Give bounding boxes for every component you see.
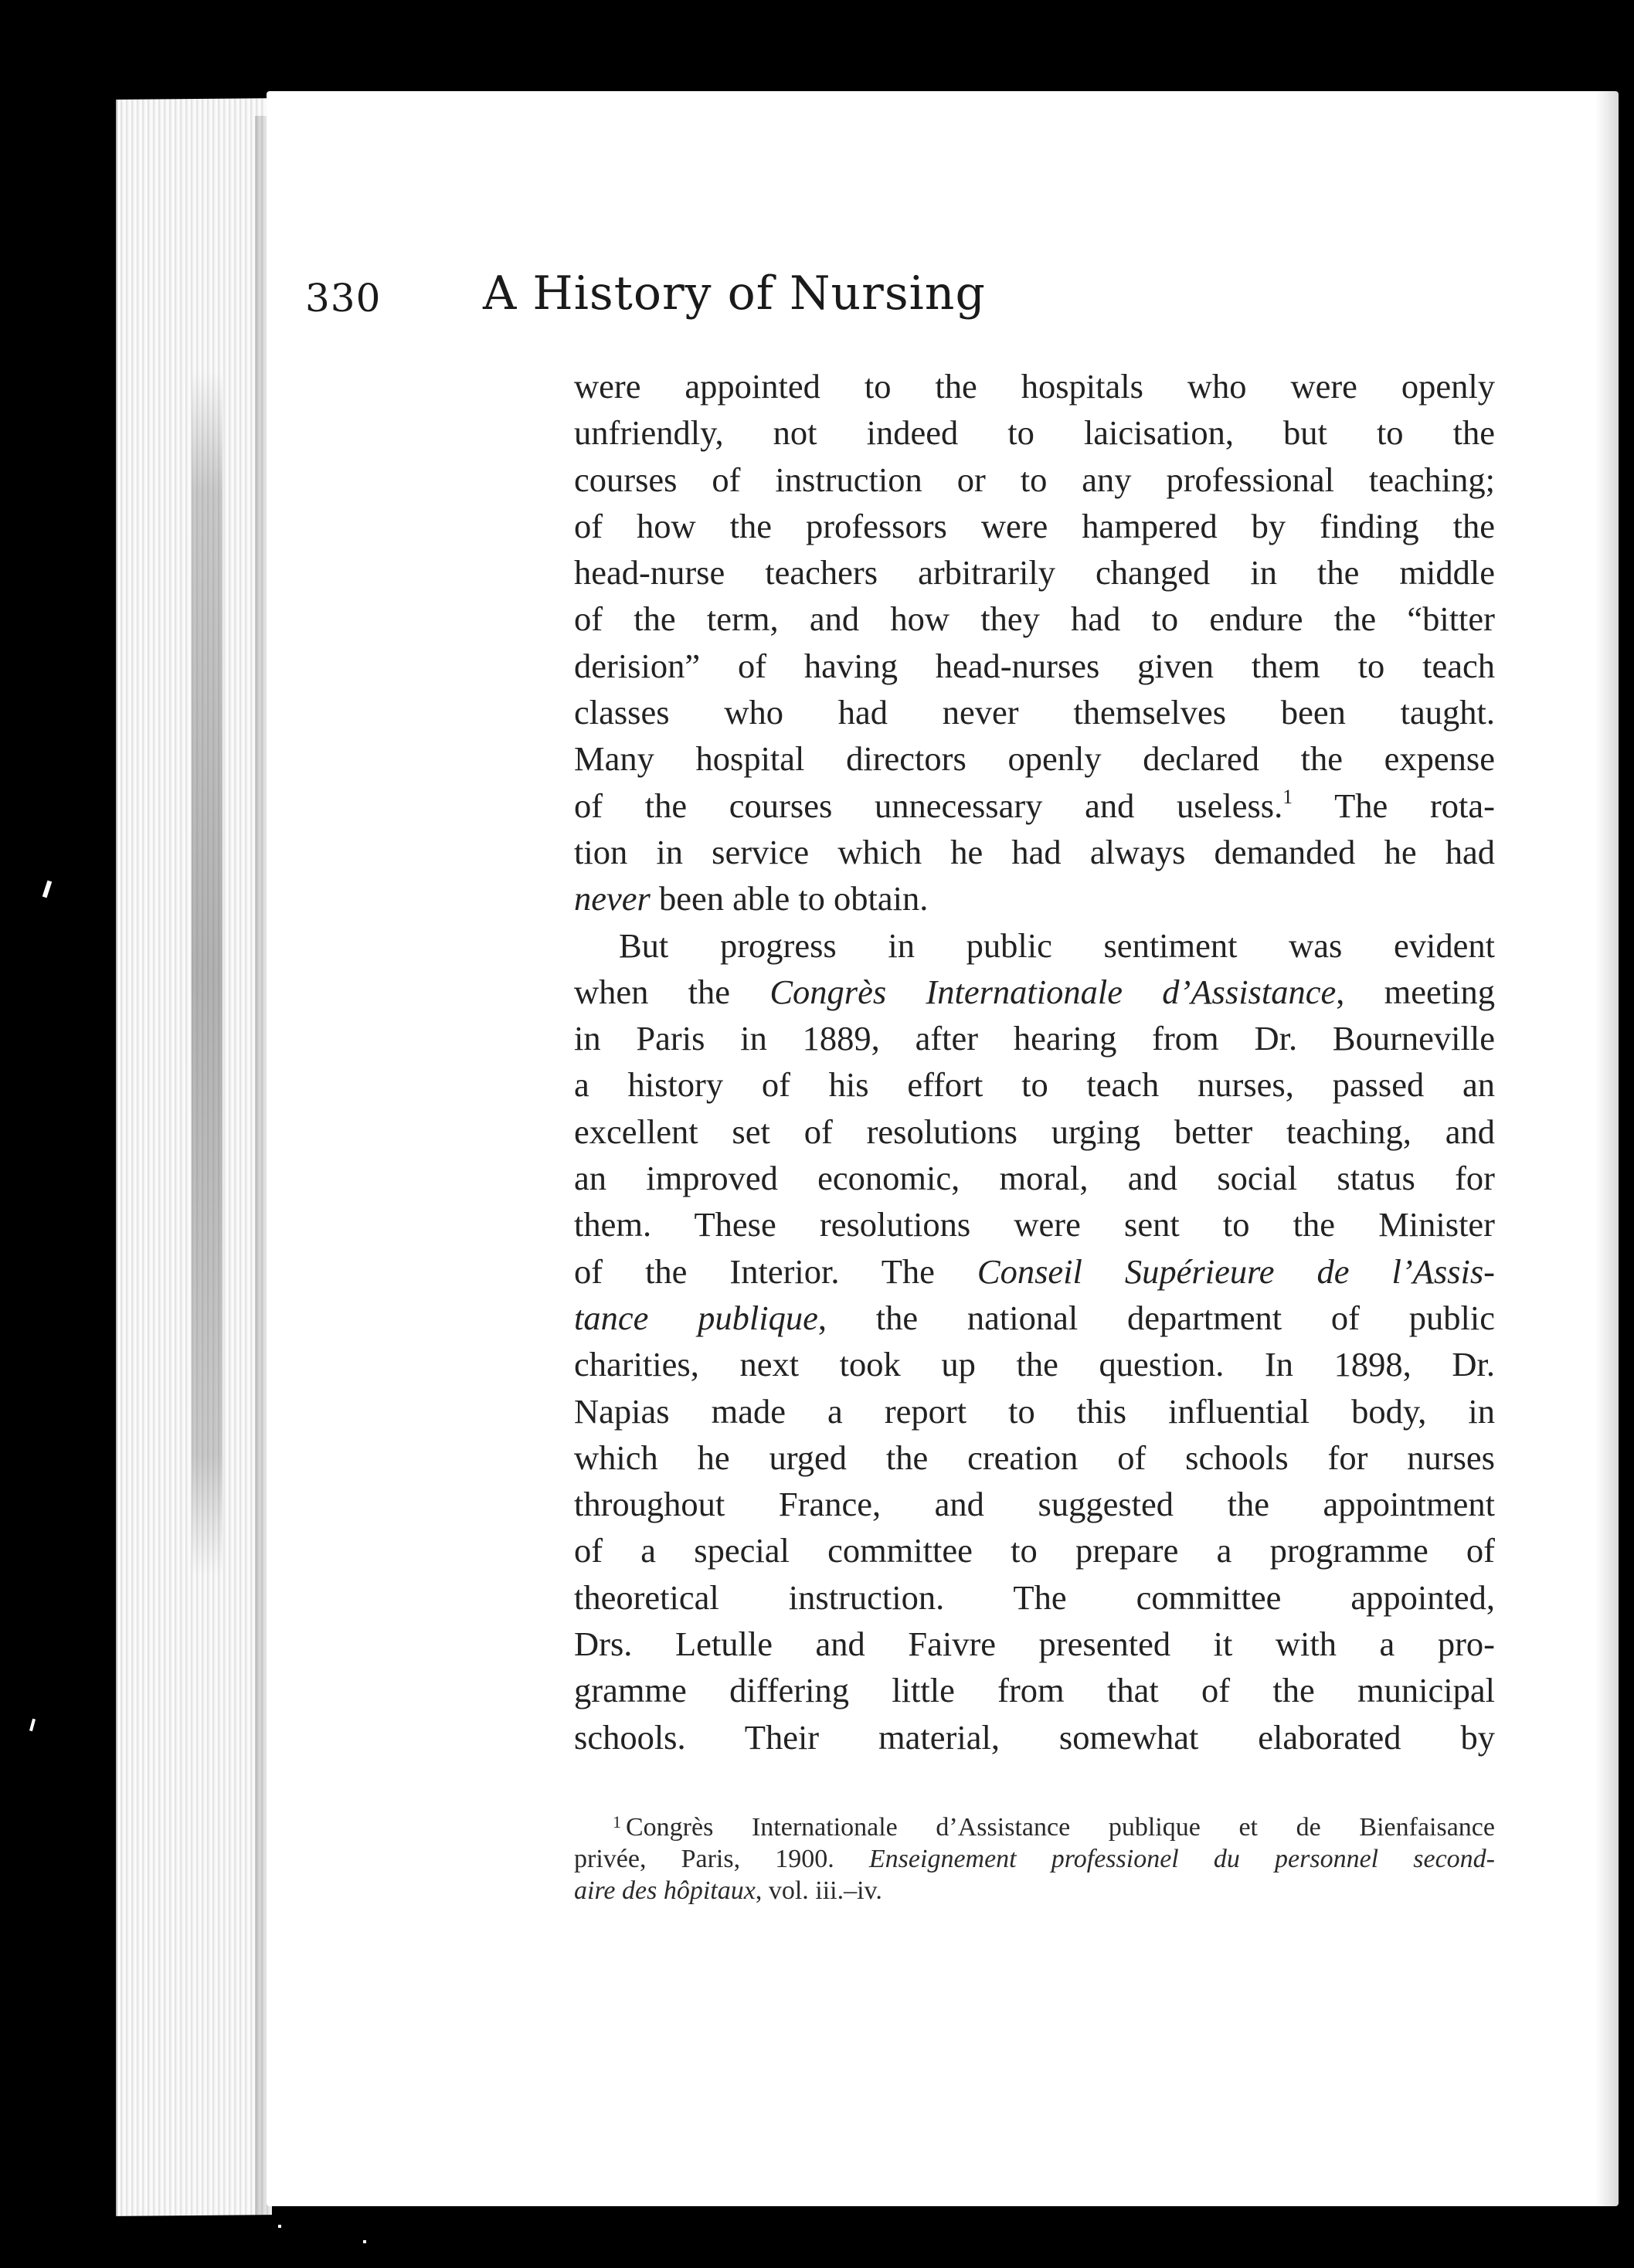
text-line: tion in service which he had always demanded he had (574, 832, 1495, 871)
emphasis: Enseignement professionel du personnel second- (868, 1845, 1496, 1873)
text-line: excellent set of resolutions urging better teaching, and (574, 1112, 1495, 1151)
text-line: were appointed to the hospitals who were openly (574, 367, 1495, 406)
text-line: throughout France, and suggested the appointment (574, 1485, 1495, 1524)
text-line: Napias made a report to this influential body, in (574, 1391, 1495, 1431)
emphasis: Congrès Internationale d’Assistance (769, 972, 1337, 1011)
footnote-line: privée, Paris, 1900. Enseignement professionel du personnel second- (574, 1845, 1496, 1873)
footnote-line: aire des hôpitaux, vol. iii.–iv. (574, 1876, 882, 1905)
text-line: head-nurse teachers arbitrarily changed in the middle (574, 553, 1495, 592)
text-line: theoretical instruction. The committee appointed, (574, 1577, 1495, 1617)
text-line: gramme differing little from that of the municipal (574, 1671, 1495, 1710)
text-line: in Paris in 1889, after hearing from Dr. Bourneville (574, 1019, 1495, 1058)
running-head (305, 267, 1286, 328)
text-line: schools. Their material, somewhat elaborated by (574, 1717, 1495, 1757)
footnote-reference: 1 (1282, 785, 1293, 808)
text-line: them. These resolutions were sent to the Minister (574, 1205, 1495, 1244)
text-line: Many hospital directors openly declared the expense (574, 739, 1495, 779)
emphasis: aire des hôpitaux (574, 1876, 756, 1905)
text-line: of the term, and how they had to endure the “bitter (574, 599, 1495, 639)
text-line: unfriendly, not indeed to laicisation, but to the (574, 413, 1495, 453)
scan-speck (42, 881, 53, 898)
page-curl-shadow (1595, 91, 1619, 2206)
text-line: classes who had never themselves been taught. (574, 693, 1495, 732)
text-line: of the courses unnecessary and useless.$^1$ The rota- (574, 785, 1495, 825)
text-line: a history of his effort to teach nurses, passed an (574, 1065, 1495, 1105)
text-line: charities, next took up the question. In 1898, Dr. (574, 1345, 1495, 1384)
scan-speck (29, 1719, 36, 1731)
text-line: of a special committee to prepare a programme of (574, 1531, 1495, 1570)
emphasis: Conseil Supérieure de l’Assis- (977, 1251, 1495, 1291)
text-line: never been able to obtain. (574, 879, 929, 918)
scan-speck (278, 2225, 281, 2228)
text-line: of the Interior. The Conseil Supérieure de l’Assis- (574, 1251, 1495, 1291)
text-line: of how the professors were hampered by finding the (574, 506, 1495, 545)
text-line: Drs. Letulle and Faivre presented it with a pro- (574, 1625, 1495, 1664)
text-line: courses of instruction or to any professional teaching; (574, 460, 1495, 499)
text-line: derision” of having head-nurses given them to teach (574, 646, 1495, 685)
book-title: A History of Nursing (483, 267, 986, 321)
text-line: tance publique, the national department of public (574, 1298, 1495, 1337)
scan-speck (363, 2240, 366, 2243)
paragraph-start: But progress in public sentiment was evident (619, 925, 1495, 965)
footnote-mark: 1 (613, 1812, 621, 1832)
text-line: an improved economic, moral, and social status for (574, 1159, 1495, 1198)
emphasis: never (574, 879, 651, 918)
library-edge-stamp (192, 371, 223, 1576)
text-line: when the Congrès Internationale d’Assistance, meeting (574, 972, 1495, 1011)
emphasis: tance publique (574, 1298, 818, 1337)
body-text (574, 363, 1495, 1760)
footnote (574, 1811, 1495, 1906)
footnote-line: $^1$ Congrès Internationale d’Assistance publique et de Bienfaisance (613, 1812, 1495, 1842)
page-number: 330 (305, 276, 382, 321)
text-line: which he urged the creation of schools for nurses (574, 1438, 1495, 1477)
